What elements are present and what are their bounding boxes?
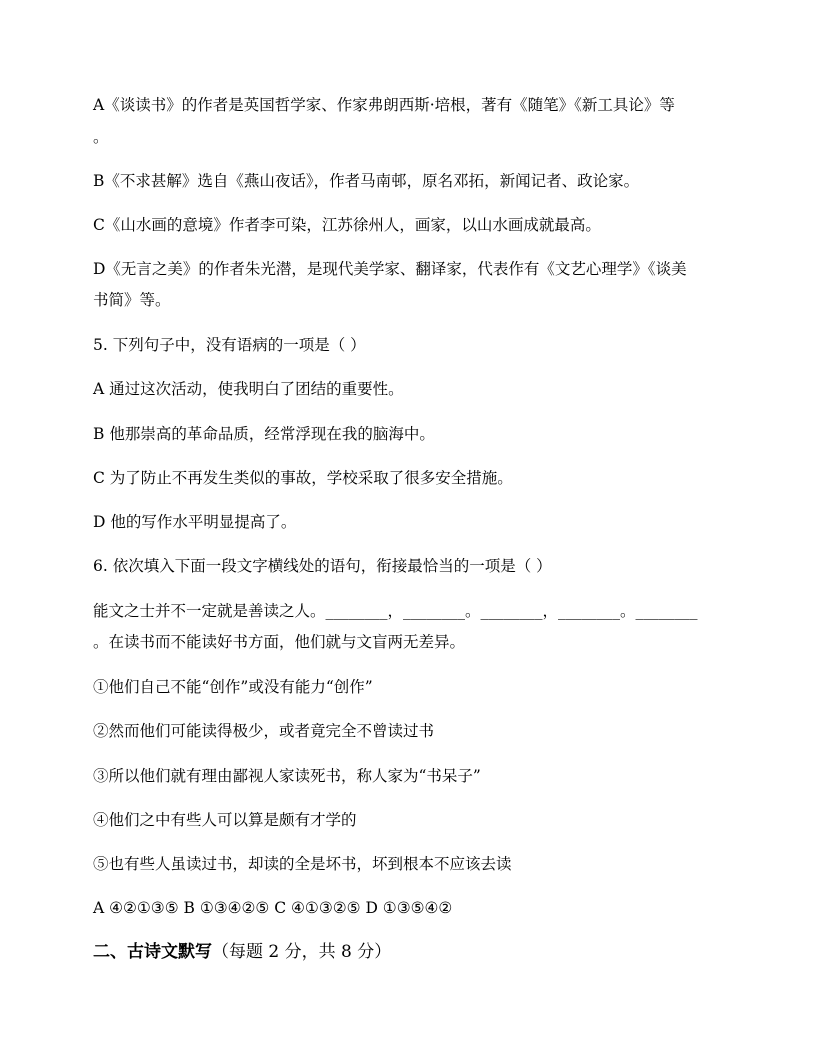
q6-sentence-1: ①他们自己不能“创作”或没有能力“创作” (93, 678, 373, 696)
q5-option-a: A 通过这次活动，使我明白了团结的重要性。 (93, 380, 404, 398)
q4-option-c: C《山水画的意境》作者李可染，江苏徐州人，画家，以山水画成就最高。 (93, 216, 601, 234)
q6-sentence-3: ③所以他们就有理由鄙视人家读死书，称人家为“书呆子” (93, 767, 481, 785)
section-title: 二、古诗文默写 (93, 942, 212, 962)
q4-option-a-line1: A《谈读书》的作者是英国哲学家、作家弗朗西斯·培根，著有《随笔》《新工具论》等 (93, 96, 675, 114)
q4-option-a-line2: 。 (93, 128, 109, 146)
q6-passage-line1: 能文之士并不一定就是善读之人。________，________。________，________。________ (93, 602, 698, 620)
q4-option-b: B《不求甚解》选自《燕山夜话》，作者马南邨，原名邓拓，新闻记者、政论家。 (93, 172, 640, 190)
q4-option-d-line2: 书简》等。 (93, 291, 171, 309)
q6-sentence-2: ②然而他们可能读得极少，或者竟完全不曾读过书 (93, 722, 435, 740)
q6-stem: 6. 依次填入下面一段文字横线处的语句，衔接最恰当的一项是（ ） (93, 557, 552, 575)
q6-passage-line2: 。在读书而不能读好书方面，他们就与文盲两无差异。 (93, 633, 466, 651)
q6-sentence-5: ⑤也有些人虽读过书，却读的全是坏书，坏到根本不应该去读 (93, 855, 512, 873)
q5-option-d: D 他的写作水平明显提高了。 (93, 513, 297, 531)
q5-option-b: B 他那崇高的革命品质，经常浮现在我的脑海中。 (93, 425, 435, 443)
q6-sentence-4: ④他们之中有些人可以算是颇有才学的 (93, 811, 357, 829)
section-score-note: （每题 2 分，共 8 分） (212, 942, 392, 962)
q4-option-d-line1: D《无言之美》的作者朱光潜，是现代美学家、翻译家，代表作有《文艺心理学》《谈美 (93, 260, 687, 278)
q5-option-c: C 为了防止不再发生类似的事故，学校采取了很多安全措施。 (93, 469, 513, 487)
section-heading (93, 941, 723, 963)
q5-stem: 5. 下列句子中，没有语病的一项是（ ） (93, 336, 366, 354)
q6-choices: A ④②①③⑤ B ①③④②⑤ C ④①③②⑤ D ①③⑤④② (93, 899, 453, 917)
